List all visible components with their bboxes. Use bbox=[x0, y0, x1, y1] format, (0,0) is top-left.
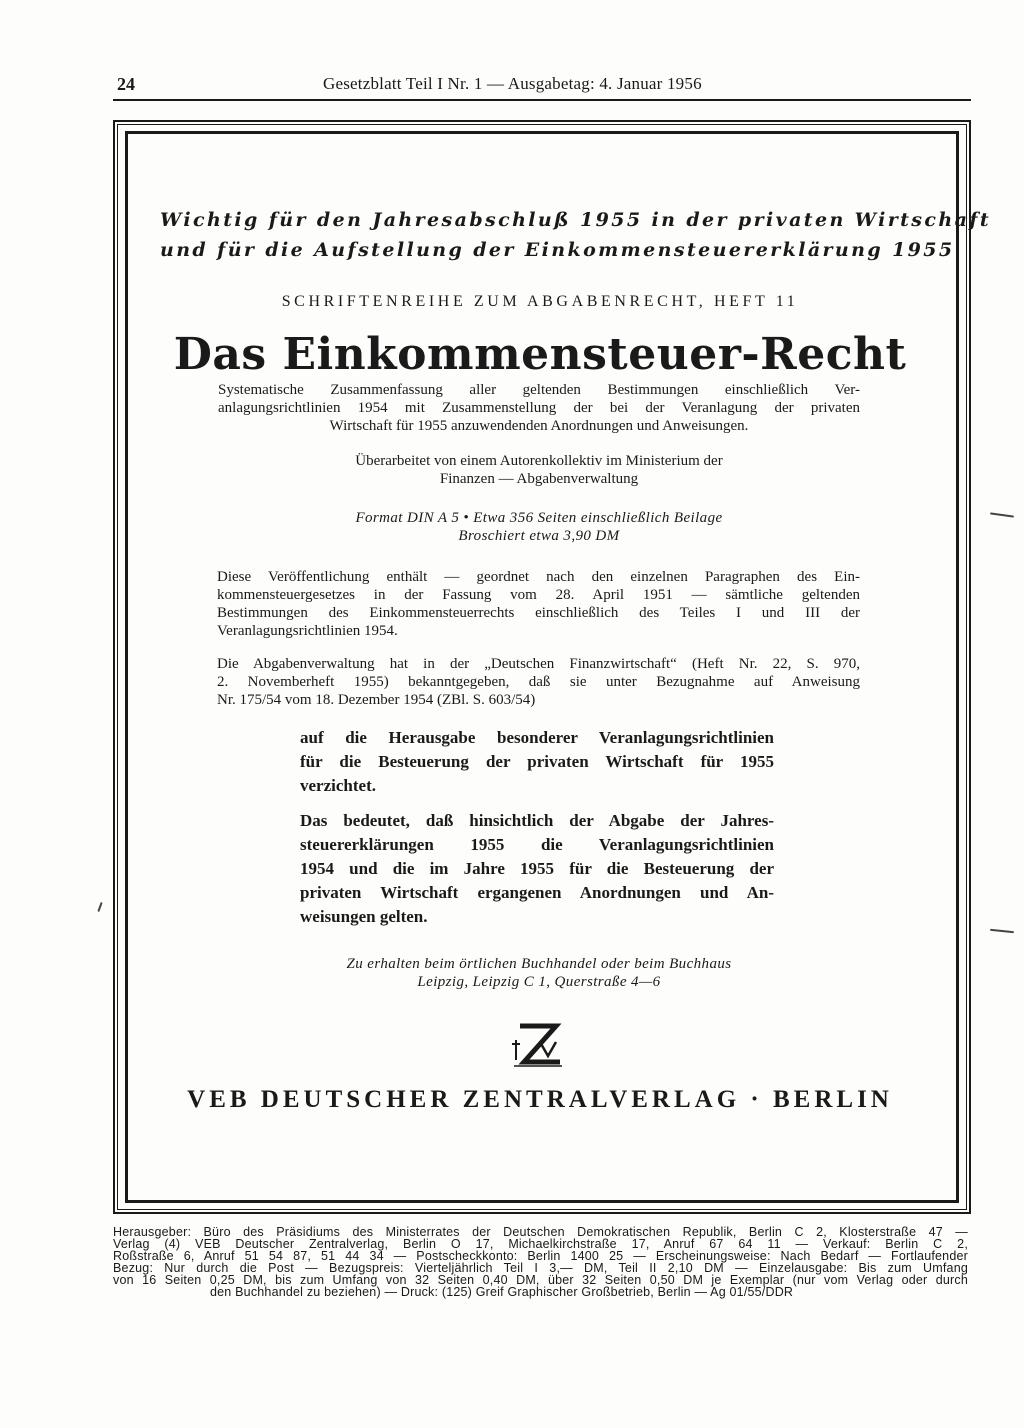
imprint-line-2: Verlag (4) VEB Deutscher Zentralverlag, Berlin O 17, Michaelkirchstraße 17, Anruf 67 64 11 — Verkauf: Berlin C 2, bbox=[113, 1237, 968, 1251]
contents-line-2: kommensteuergesetzes in der Fassung vom 28. April 1951 — sämtliche geltenden bbox=[217, 587, 860, 603]
contents-line-1: Diese Veröffentlichung enthält — geordnet nach den einzelnen Paragraphen des Ein- bbox=[217, 569, 860, 585]
contents-line-3: Bestimmungen des Einkommensteuerrechts einschließlich des Teiles I und III der bbox=[217, 605, 860, 621]
series-title: SCHRIFTENREIHE ZUM ABGABENRECHT, HEFT 11 bbox=[281, 293, 799, 310]
imprint-line-1: Herausgeber: Büro des Präsidiums des Ministerrates der Deutschen Demokratischen Republik, Berlin C 2, Klosterstraße 47 — bbox=[113, 1225, 968, 1239]
header-rule bbox=[113, 99, 971, 101]
availability-line-1: Zu erhalten beim örtlichen Buchhandel oder beim Buchhaus bbox=[346, 956, 732, 972]
zentralverlag-logo-icon bbox=[510, 1022, 566, 1070]
meaning-line-1: Das bedeutet, daß hinsichtlich der Abgabe der Jahres- bbox=[300, 811, 774, 830]
waiver-line-2: für die Besteuerung der privaten Wirtschaft für 1955 bbox=[300, 752, 774, 771]
page-number: 24 bbox=[117, 74, 135, 94]
administration-line-2: 2. Novemberheft 1955) bekanntgegeben, daß sie unter Bezugnahme auf Anweisung bbox=[217, 674, 860, 690]
meaning-line-2: steuererklärungen 1955 die Veranlagungsrichtlinien bbox=[300, 835, 774, 854]
scan-mark bbox=[990, 929, 1014, 933]
imprint-line-3: Roßstraße 6, Anruf 51 54 87, 51 44 34 — Postscheckkonto: Berlin 1400 25 — Erscheinungsweise: Nach Bedarf — Fortlaufender bbox=[113, 1249, 968, 1263]
administration-line-1: Die Abgabenverwaltung hat in der „Deutschen Finanzwirtschaft“ (Heft Nr. 22, S. 970, bbox=[217, 656, 860, 672]
scan-mark bbox=[990, 512, 1014, 517]
imprint-line-6: den Buchhandel zu beziehen) — Druck: (125) Greif Graphischer Großbetrieb, Berlin — Ag 01/55/DDR bbox=[210, 1285, 794, 1299]
administration-line-3: Nr. 175/54 vom 18. Dezember 1954 (ZBl. S. 603/54) bbox=[217, 692, 536, 708]
important-line-1: Wichtig für den Jahresabschluß 1955 in der privaten Wirtschaft bbox=[160, 209, 992, 231]
meaning-line-5: weisungen gelten. bbox=[300, 907, 428, 926]
book-title: Das Einkommensteuer-Recht bbox=[173, 329, 907, 380]
scan-mark bbox=[97, 902, 102, 912]
revised-line-1: Überarbeitet von einem Autorenkollektiv im Ministerium der bbox=[355, 453, 723, 469]
availability-line-2: Leipzig, Leipzig C 1, Querstraße 4—6 bbox=[417, 974, 661, 990]
summary-line-3: Wirtschaft für 1955 anzuwendenden Anordnungen und Anweisungen. bbox=[329, 418, 749, 434]
page-header bbox=[113, 74, 968, 100]
format-price-line: Broschiert etwa 3,90 DM bbox=[458, 528, 620, 544]
contents-line-4: Veranlagungsrichtlinien 1954. bbox=[217, 623, 398, 639]
revised-line-2: Finanzen — Abgabenverwaltung bbox=[439, 471, 639, 487]
important-line-2: und für die Aufstellung der Einkommensteuererklärung 1955 bbox=[160, 239, 955, 261]
publisher-name: VEB DEUTSCHER ZENTRALVERLAG · BERLIN bbox=[187, 1086, 893, 1113]
summary-line-1: Systematische Zusammenfassung aller geltenden Bestimmungen einschließlich Ver- bbox=[218, 382, 860, 398]
waiver-line-1: auf die Herausgabe besonderer Veranlagungsrichtlinien bbox=[300, 728, 774, 747]
meaning-line-3: 1954 und die im Jahre 1955 für die Besteuerung der bbox=[300, 859, 774, 878]
meaning-line-4: privaten Wirtschaft ergangenen Anordnungen und An- bbox=[300, 883, 774, 902]
page-header-title: Gesetzblatt Teil I Nr. 1 — Ausgabetag: 4. Januar 1956 bbox=[323, 74, 702, 93]
imprint-line-5: von 16 Seiten 0,25 DM, bis zum Umfang von 32 Seiten 0,40 DM, über 32 Seiten 0,50 DM je Exemplar (nur vom Verlag oder durch bbox=[113, 1273, 968, 1287]
imprint-line-4: Bezug: Nur durch die Post — Bezugspreis: Vierteljährlich Teil I 3,— DM, Teil II 2,10 DM — Einzelausgabe: Bis zum Umfang bbox=[113, 1261, 968, 1275]
summary-line-2: anlagungsrichtlinien 1954 mit Zusammenstellung der bei der Veranlagung der privaten bbox=[218, 400, 860, 416]
format-line-1: Format DIN A 5 • Etwa 356 Seiten einschließlich Beilage bbox=[355, 510, 723, 526]
waiver-line-3: verzichtet. bbox=[300, 776, 376, 795]
